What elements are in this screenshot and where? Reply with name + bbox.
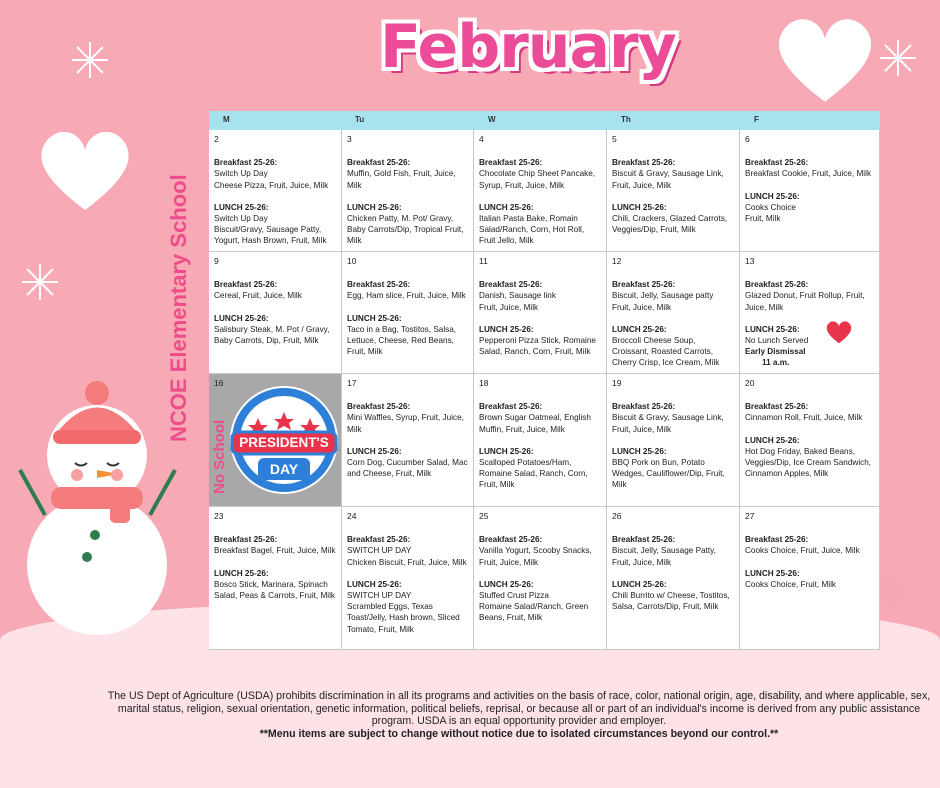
lunch-label: LUNCH 25-26:: [745, 435, 800, 445]
breakfast-label: Breakfast 25-26:: [347, 402, 411, 412]
no-school-label: No School: [211, 419, 228, 494]
lunch-label: LUNCH 25-26:: [347, 446, 402, 456]
breakfast-menu: Chocolate Chip Sheet Pancake, Syrup, Fruit, Juice, Milk: [479, 169, 596, 190]
early-dismissal-note: Early Dismissal: [745, 347, 806, 357]
lunch-menu: Hot Dog Friday, Baked Beans, Veggies/Dip, Ice Cream Sandwich, Cinnamon Apples, Milk: [745, 446, 872, 479]
breakfast-menu: Danish, Sausage link Fruit, Juice, Milk: [479, 291, 556, 312]
day-cell: [607, 507, 740, 650]
day-number: 10: [347, 256, 357, 266]
spacer: [745, 313, 874, 324]
lunch-label: LUNCH 25-26:: [479, 324, 534, 334]
lunch-label: LUNCH 25-26:: [479, 579, 534, 589]
breakfast-menu: Biscuit & Gravy, Sausage Link, Fruit, Juice, Milk: [612, 413, 724, 434]
day-number: 23: [214, 511, 224, 521]
menu-change-notice: **Menu items are subject to change without notice due to isolated circumstances beyond our control.**: [259, 727, 779, 740]
snowflake-icon: [878, 38, 918, 78]
heart-icon: [35, 125, 135, 215]
breakfast-label: Breakfast 25-26:: [745, 158, 809, 168]
lunch-label: LUNCH 25-26:: [479, 202, 534, 212]
day-cell: [474, 374, 607, 507]
breakfast-menu: Cereal, Fruit, Juice, Milk: [214, 291, 302, 301]
weekday-label: Tu: [355, 115, 365, 124]
day-cell: [342, 507, 474, 650]
day-number: 9: [214, 256, 219, 266]
day-number: 25: [479, 511, 489, 521]
weekday-label: F: [754, 115, 759, 124]
day-cell: [342, 252, 474, 374]
dismissal-time: 11 a.m.: [762, 358, 790, 368]
breakfast-label: Breakfast 25-26:: [612, 535, 676, 545]
day-cell: [209, 252, 342, 374]
day-number: 16: [214, 378, 224, 388]
spacer: [214, 557, 336, 568]
lunch-label: LUNCH 25-26:: [347, 313, 402, 323]
lunch-label: LUNCH 25-26:: [745, 191, 800, 201]
spacer: [612, 313, 734, 324]
day-cell: [209, 130, 342, 252]
lunch-label: LUNCH 25-26:: [612, 202, 667, 212]
day-number: 27: [745, 511, 755, 521]
lunch-label: LUNCH 25-26:: [347, 579, 402, 589]
breakfast-menu: Biscuit, Jelly, Sausage patty Fruit, Juice, Milk: [612, 291, 714, 312]
breakfast-menu: Cooks Choice, Fruit, Juice, Milk: [745, 546, 860, 556]
lunch-menu: Bosco Stick, Marinara, Spinach Salad, Peas & Carrots, Fruit, Milk: [214, 579, 336, 601]
lunch-label: LUNCH 25-26:: [612, 579, 667, 589]
breakfast-label: Breakfast 25-26:: [612, 158, 676, 168]
breakfast-menu: Vanilla Yogurt, Scooby Snacks, Fruit, Juice, Milk: [479, 546, 592, 567]
spacer: [745, 557, 874, 568]
spacer: [347, 568, 468, 579]
snowman-illustration: [15, 375, 180, 635]
lunch-label: LUNCH 25-26:: [214, 202, 269, 212]
breakfast-label: Breakfast 25-26:: [347, 280, 411, 290]
lunch-label: LUNCH 25-26:: [214, 568, 269, 578]
breakfast-menu: Biscuit, Jelly, Sausage Patty, Fruit, Juice, Milk: [612, 546, 716, 567]
breakfast-label: Breakfast 25-26:: [214, 158, 278, 168]
day-cell: [474, 252, 607, 374]
lunch-menu: Scalloped Potatoes/Ham, Romaine Salad, Ranch, Corn, Fruit, Milk: [479, 458, 588, 490]
weekday-header: [209, 111, 880, 130]
breakfast-menu: SWITCH UP DAY Chicken Biscuit, Fruit, Juice, Milk: [347, 546, 467, 567]
day-cell: [342, 374, 474, 507]
spacer: [479, 313, 601, 324]
day-number: 18: [479, 378, 489, 388]
page-title: February: [380, 12, 676, 82]
breakfast-label: Breakfast 25-26:: [745, 402, 809, 412]
spacer: [479, 435, 601, 446]
spacer: [347, 302, 468, 313]
lunch-menu: Broccoli Cheese Soup, Croissant, Roasted Carrots, Cherry Crisp, Ice Cream, Milk: [612, 336, 720, 368]
day-cell: [474, 507, 607, 650]
day-number: 20: [745, 378, 755, 388]
lunch-menu: SWITCH UP DAY Scrambled Eggs, Texas Toast/Jelly, Hash brown, Sliced Tomato, Fruit, Milk: [347, 591, 460, 634]
lunch-menu: Pepperoni Pizza Stick, Romaine Salad, Ranch, Corn, Fruit, Milk: [479, 336, 596, 357]
day-cell: [607, 374, 740, 507]
day-number: 26: [612, 511, 622, 521]
day-cell: [607, 252, 740, 374]
spacer: [347, 435, 468, 446]
breakfast-label: Breakfast 25-26:: [479, 535, 543, 545]
lunch-menu: Chicken Patty, M. Pot/ Gravy, Baby Carrots/Dip, Tropical Fruit, Milk: [347, 214, 464, 246]
breakfast-menu: Brown Sugar Oatmeal, English Muffin, Fruit, Juice, Milk: [479, 413, 591, 434]
day-cell: [607, 130, 740, 252]
day-number: 17: [347, 378, 357, 388]
lunch-menu: Chili, Crackers, Glazed Carrots, Veggies/Dip, Fruit, Milk: [612, 214, 728, 235]
weekday-label: W: [488, 115, 496, 124]
lunch-menu: Chili Burrito w/ Cheese, Tostitos, Salsa, Carrots/Dip, Fruit, Milk: [612, 591, 730, 612]
lunch-label: LUNCH 25-26:: [479, 446, 534, 456]
lunch-menu: Corn Dog, Cucumber Salad, Mac and Cheese, Fruit, Milk: [347, 458, 468, 479]
breakfast-label: Breakfast 25-26:: [214, 535, 278, 545]
school-name: NCOE Elementary School: [166, 174, 191, 442]
lunch-menu: Cooks Choice Fruit, Milk: [745, 202, 796, 224]
heart-icon: [825, 319, 853, 345]
lunch-label: LUNCH 25-26:: [612, 446, 667, 456]
lunch-label: LUNCH 25-26:: [745, 324, 800, 334]
spacer: [214, 302, 336, 313]
breakfast-menu: Biscuit & Gravy, Sausage Link, Fruit, Juice, Milk: [612, 169, 724, 190]
breakfast-menu: Glazed Donut, Fruit Rollup, Fruit, Juice, Milk: [745, 291, 865, 312]
breakfast-menu: Egg, Ham slice, Fruit, Juice, Milk: [347, 291, 466, 301]
spacer: [479, 568, 601, 579]
breakfast-label: Breakfast 25-26:: [745, 535, 809, 545]
day-number: 13: [745, 256, 755, 266]
spacer: [479, 191, 601, 202]
day-number: 19: [612, 378, 622, 388]
lunch-menu: Switch Up Day Biscuit/Gravy, Sausage Patty, Yogurt, Hash Brown, Fruit, Milk: [214, 214, 327, 246]
spacer: [347, 191, 468, 202]
snowflake-icon: [70, 40, 110, 80]
lunch-menu: Cooks Choice, Fruit, Milk: [745, 579, 836, 589]
lunch-menu: Salisbury Steak, M. Pot / Gravy, Baby Carrots, Dip, Fruit, Milk: [214, 324, 330, 346]
weekday-label: Th: [621, 115, 631, 124]
breakfast-label: Breakfast 25-26:: [612, 280, 676, 290]
lunch-label: LUNCH 25-26:: [347, 202, 402, 212]
day-cell: [740, 252, 880, 374]
day-cell: [740, 130, 880, 252]
breakfast-menu: Breakfast Bagel, Fruit, Juice, Milk: [214, 546, 336, 556]
breakfast-label: Breakfast 25-26:: [479, 402, 543, 412]
breakfast-label: Breakfast 25-26:: [479, 280, 543, 290]
menu-calendar: [209, 111, 880, 650]
lunch-menu: Italian Pasta Bake, Romain Salad/Ranch, Corn, Hot Roll, Fruit Jello, Milk: [479, 214, 585, 246]
day-cell: [740, 507, 880, 650]
breakfast-menu: Cinnamon Roll, Fruit, Juice, Milk: [745, 413, 863, 423]
spacer: [612, 191, 734, 202]
day-number: 6: [745, 134, 750, 144]
lunch-menu: Taco in a Bag, Tostitos, Salsa, Lettuce, Cheese, Red Beans, Fruit, Milk: [347, 324, 457, 357]
breakfast-label: Breakfast 25-26:: [612, 402, 676, 412]
day-number: 5: [612, 134, 617, 144]
breakfast-label: Breakfast 25-26:: [347, 535, 411, 545]
breakfast-menu: Mini Waffles, Syrup, Fruit, Juice, Milk: [347, 413, 464, 434]
spacer: [745, 424, 874, 435]
badge-day: DAY: [269, 461, 299, 477]
snowflake-icon: [20, 262, 60, 302]
spacer: [612, 435, 734, 446]
day-cell: [474, 130, 607, 252]
lunch-label: LUNCH 25-26:: [214, 313, 269, 323]
day-number: 2: [214, 134, 219, 144]
day-number: 11: [479, 256, 488, 266]
spacer: [214, 191, 336, 202]
day-number: 24: [347, 511, 357, 521]
day-number: 3: [347, 134, 352, 144]
badge-title: PRESIDENT'S: [239, 435, 329, 450]
day-cell: [209, 507, 342, 650]
day-number: 12: [612, 256, 622, 266]
heart-icon: [770, 12, 880, 107]
spacer: [612, 568, 734, 579]
breakfast-label: Breakfast 25-26:: [745, 280, 809, 290]
lunch-menu: BBQ Pork on Bun, Potato Wedges, Cauliflower/Dip, Fruit, Milk: [612, 458, 725, 490]
breakfast-menu: Switch Up Day Cheese Pizza, Fruit, Juice, Milk: [214, 169, 329, 190]
lunch-label: LUNCH 25-26:: [745, 568, 800, 578]
day-cell: [342, 130, 474, 252]
usda-footer: [104, 690, 934, 740]
breakfast-menu: Breakfast Cookie, Fruit, Juice, Milk: [745, 169, 872, 179]
lunch-menu: Stuffed Crust Pizza Romaine Salad/Ranch, Green Beans, Fruit, Milk: [479, 591, 589, 623]
spacer: [745, 180, 874, 191]
usda-disclaimer: The US Dept of Agriculture (USDA) prohibits discrimination in all its programs and activities on the basis of race, color, national origin, age, disability, and where applicable, sex, marital status, religion, sexual orientation, genetic information, political beliefs, reprisal, or because all or part of an individual's income is derived from any public assistance program. USDA is an equal opportunity provider and employer.: [107, 690, 931, 727]
day-cell: [740, 374, 880, 507]
day-number: 4: [479, 134, 484, 144]
weekday-label: M: [223, 115, 230, 124]
lunch-menu: No Lunch Served: [745, 336, 809, 346]
breakfast-label: Breakfast 25-26:: [347, 158, 411, 168]
breakfast-label: Breakfast 25-26:: [214, 280, 278, 290]
lunch-label: LUNCH 25-26:: [612, 324, 667, 334]
breakfast-menu: Muffin, Gold Fish, Fruit, Juice, Milk: [347, 169, 456, 190]
breakfast-label: Breakfast 25-26:: [479, 158, 543, 168]
